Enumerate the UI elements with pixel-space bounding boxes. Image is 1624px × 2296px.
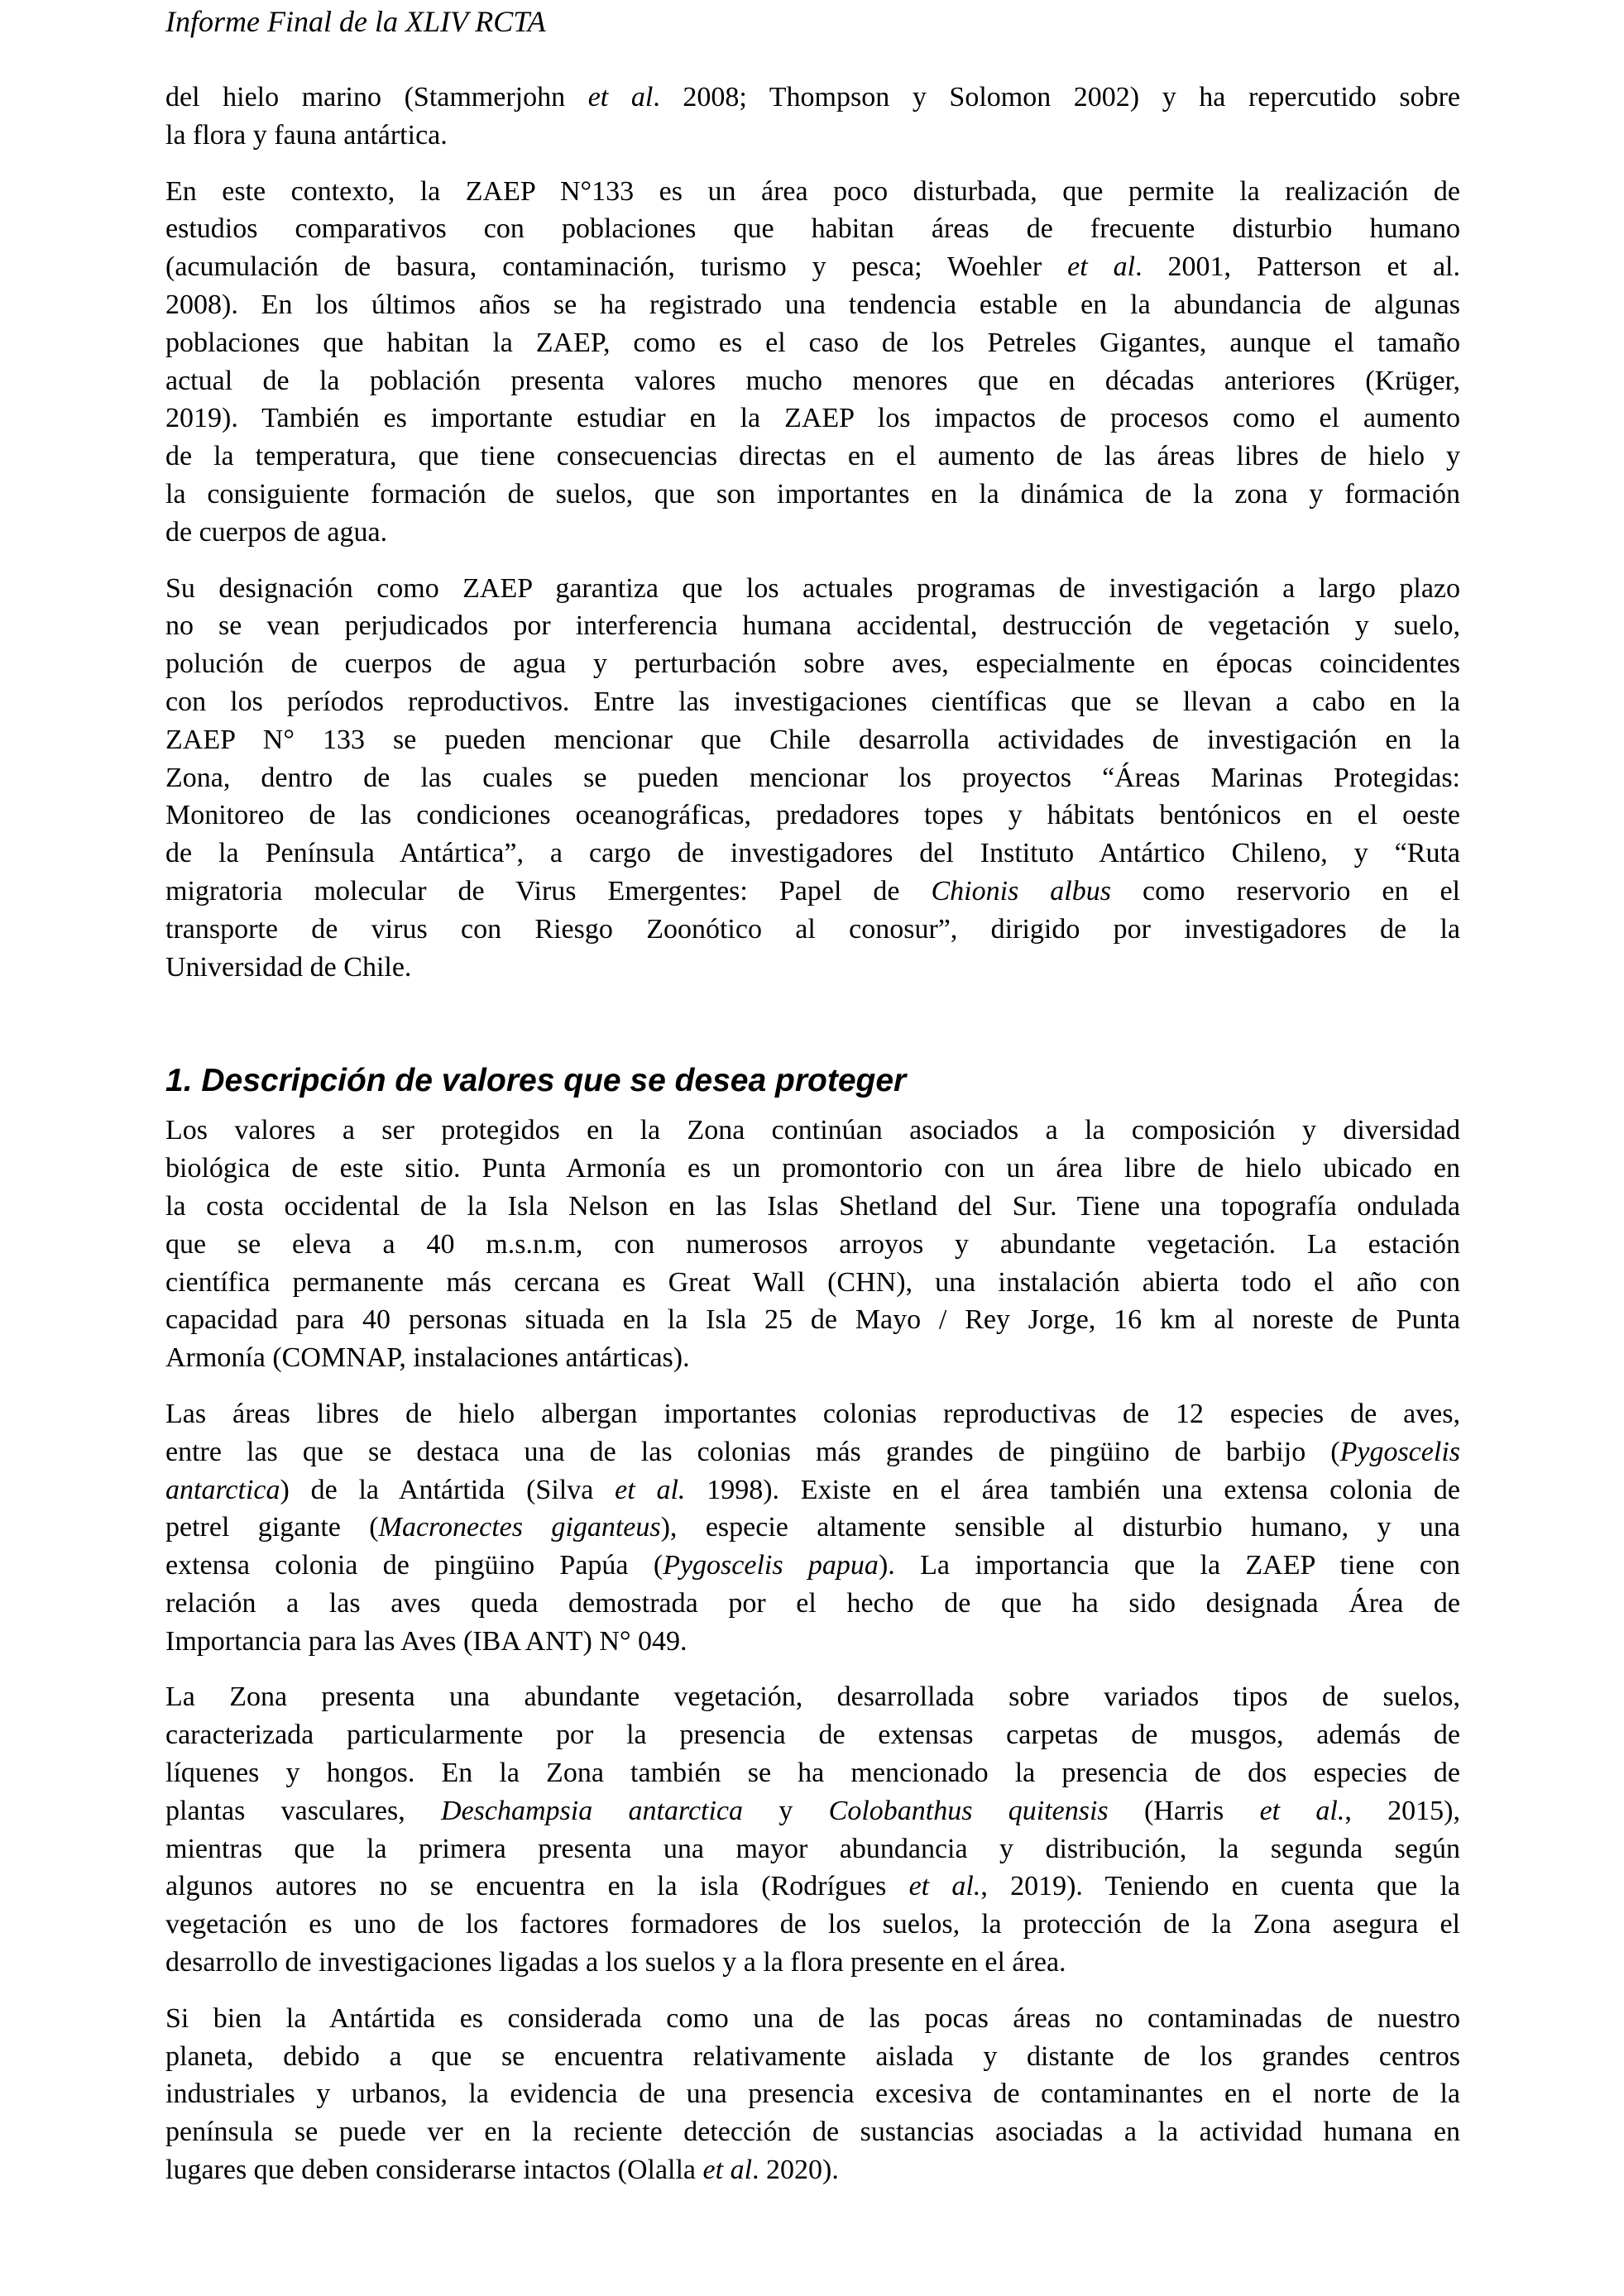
text-line: Su designación como ZAEP garantiza que los actuales programas de investigación a largo plazo: [165, 572, 1460, 604]
text-line: la consiguiente formación de suelos, que son importantes en la dinámica de la zona y formación: [165, 478, 1460, 509]
text-line: antarctica) de la Antártida (Silva et al. 1998). Existe en el área también una extensa colonia de: [165, 1474, 1461, 1505]
text-line: biológica de este sitio. Punta Armonía es un promontorio con un área libre de hielo ubicado en: [165, 1153, 1460, 1184]
paragraph: [165, 2000, 1460, 2189]
text-line: que se eleva a 40 m.s.n.m, con numerosos arroyos y abundante vegetación. La estación: [165, 1228, 1460, 1260]
paragraphs-before-section: [165, 79, 1460, 986]
text-line: petrel gigante (Macronectes giganteus), especie altamente sensible al disturbio humano, y una: [165, 1512, 1460, 1543]
text-line: algunos autores no se encuentra en la isla (Rodrígues et al., 2019). Teniendo en cuenta que la: [165, 1871, 1460, 1902]
text-line: de la Península Antártica”, a cargo de investigadores del Instituto Antártico Chileno, y “Ruta: [165, 838, 1460, 869]
text-line: ZAEP N° 133 se pueden mencionar que Chile desarrolla actividades de investigación en la: [165, 724, 1460, 755]
text-line: del hielo marino (Stammerjohn et al. 2008; Thompson y Solomon 2002) y ha repercutido sobre: [165, 82, 1461, 112]
paragraph: [165, 173, 1460, 552]
text-line: planeta, debido a que se encuentra relativamente aislada y distante de los grandes centros: [165, 2040, 1460, 2072]
text-line: La Zona presenta una abundante vegetación, desarrollada sobre variados tipos de suelos,: [165, 1681, 1460, 1713]
text-line: no se vean perjudicados por interferencia humana accidental, destrucción de vegetación y suelo,: [165, 610, 1460, 642]
text-line: En este contexto, la ZAEP N°133 es un área poco disturbada, que permite la realización de: [165, 175, 1460, 207]
text-line: caracterizada particularmente por la presencia de extensas carpetas de musgos, además de: [165, 1720, 1460, 1751]
text-line: Universidad de Chile.: [165, 951, 412, 983]
text-line: polución de cuerpos de agua y perturbación sobre aves, especialmente en épocas coincidentes: [165, 648, 1460, 680]
text-line: industriales y urbanos, la evidencia de una presencia excesiva de contaminantes en el norte de la: [165, 2078, 1460, 2110]
paragraph: [165, 1112, 1460, 1377]
text-line: con los períodos reproductivos. Entre las investigaciones científicas que se llevan a cabo en la: [165, 686, 1460, 717]
text-line: relación a las aves queda demostrada por el hecho de que ha sido designada Área de: [165, 1587, 1460, 1619]
text-line: extensa colonia de pingüino Papúa (Pygoscelis papua). La importancia que la ZAEP tiene con: [165, 1550, 1460, 1581]
text-line: Las áreas libres de hielo albergan importantes colonias reproductivas de 12 especies de aves,: [165, 1398, 1460, 1429]
text-line: 2008). En los últimos años se ha registrado una tendencia estable en la abundancia de algunas: [165, 289, 1460, 320]
paragraphs-after-section: [165, 1112, 1460, 2189]
text-line: mientras que la primera presenta una mayor abundancia y distribución, la segunda según: [165, 1833, 1460, 1864]
text-line: migratoria molecular de Virus Emergentes: Papel de Chionis albus como reservorio en el: [165, 875, 1460, 906]
text-line: Armonía (COMNAP, instalaciones antárticas).: [165, 1342, 690, 1374]
section-heading: 1. Descripción de valores que se desea proteger: [165, 1063, 907, 1099]
body-content: [165, 79, 1460, 2208]
text-line: desarrollo de investigaciones ligadas a los suelos y a la flora presente en el área.: [165, 1947, 1066, 1978]
text-line: la flora y fauna antártica.: [165, 119, 448, 151]
text-line: científica permanente más cercana es Great Wall (CHN), una instalación abierta todo el año con: [165, 1266, 1460, 1298]
text-line: (acumulación de basura, contaminación, turismo y pesca; Woehler et al. 2001, Patterson et al.: [165, 251, 1461, 283]
text-line: península se puede ver en la reciente detección de sustancias asociadas a la actividad humana en: [165, 2117, 1460, 2148]
text-line: Monitoreo de las condiciones oceanográficas, predadores topes y hábitats bentónicos en el oeste: [165, 800, 1460, 831]
text-line: estudios comparativos con poblaciones que habitan áreas de frecuente disturbio humano: [165, 213, 1460, 245]
paragraph: [165, 1678, 1460, 1981]
text-line: plantas vasculares, Deschampsia antarctica y Colobanthus quitensis (Harris et al., 2015),: [165, 1795, 1461, 1826]
text-line: actual de la población presenta valores mucho menores que en décadas anteriores (Krüger,: [165, 365, 1460, 396]
text-line: 2019). También es importante estudiar en la ZAEP los impactos de procesos como el aumento: [165, 403, 1460, 434]
paragraph: [165, 1395, 1460, 1661]
text-line: Los valores a ser protegidos en la Zona continúan asociados a la composición y diversidad: [165, 1115, 1460, 1146]
text-line: de cuerpos de agua.: [165, 516, 388, 548]
text-line: transporte de virus con Riesgo Zoonótico al conosur”, dirigido por investigadores de la: [165, 913, 1460, 945]
text-line: capacidad para 40 personas situada en la Isla 25 de Mayo / Rey Jorge, 16 km al noreste de Punta: [165, 1304, 1460, 1336]
text-line: lugares que deben considerarse intactos (Olalla et al. 2020).: [165, 2155, 839, 2186]
paragraph: [165, 570, 1460, 987]
text-line: líquenes y hongos. En la Zona también se ha mencionado la presencia de dos especies de: [165, 1758, 1460, 1789]
paragraph: [165, 79, 1460, 155]
text-line: de la temperatura, que tiene consecuencias directas en el aumento de las áreas libres de hielo y: [165, 441, 1460, 472]
text-line: Si bien la Antártida es considerada como una de las pocas áreas no contaminadas de nuestro: [165, 2002, 1460, 2034]
text-line: Zona, dentro de las cuales se pueden mencionar los proyectos “Áreas Marinas Protegidas:: [165, 762, 1460, 793]
text-line: la costa occidental de la Isla Nelson en las Islas Shetland del Sur. Tiene una topografía ondulada: [165, 1190, 1460, 1222]
text-line: Importancia para las Aves (IBA ANT) N° 049.: [165, 1625, 687, 1657]
text-line: entre las que se destaca una de las colonias más grandes de pingüino de barbijo (Pygoscelis: [165, 1436, 1460, 1467]
running-header: Informe Final de la XLIV RCTA: [165, 5, 546, 38]
text-line: poblaciones que habitan la ZAEP, como es el caso de los Petreles Gigantes, aunque el tamaño: [165, 327, 1460, 358]
text-line: vegetación es uno de los factores formadores de los suelos, la protección de la Zona asegura el: [165, 1909, 1460, 1940]
